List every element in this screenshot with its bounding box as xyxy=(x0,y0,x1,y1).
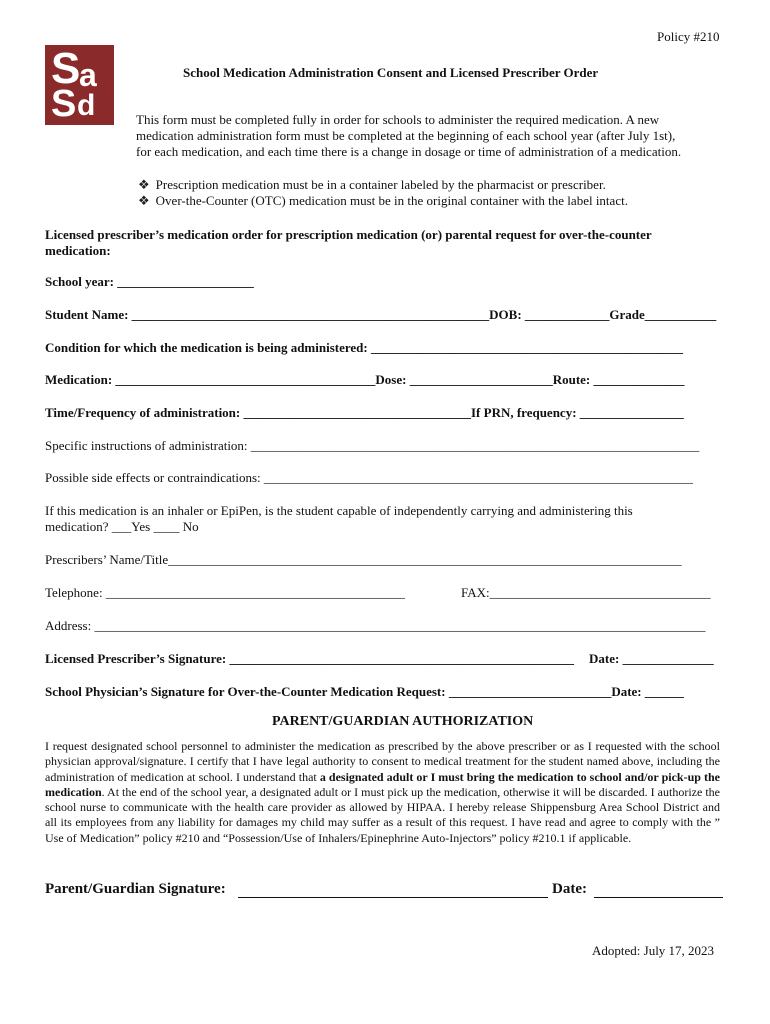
parent-signature-label: Parent/Guardian Signature: xyxy=(45,881,226,897)
intro-line: for each medication, and each time there is a change in dosage or time of administration of a medication. xyxy=(136,144,682,159)
condition-field[interactable]: Condition for which the medication is being administered: ________________________________________________ xyxy=(45,340,683,355)
prescriber-signature-field[interactable]: Licensed Prescriber’s Signature: _____________________________________________________ xyxy=(45,651,574,666)
form-title: School Medication Administration Consent and Licensed Prescriber Order xyxy=(183,65,599,80)
intro-line: This form must be completed fully in order for schools to administer the required medication. A new xyxy=(136,112,660,127)
district-logo: S a S d xyxy=(45,45,114,125)
intro-line: medication administration form must be completed at the beginning of each school year (after July 1st), xyxy=(136,128,676,143)
physician-signature-field[interactable]: School Physician’s Signature for Over-the-Counter Medication Request: _________________________Date: ______ xyxy=(45,684,684,699)
section-heading: Licensed prescriber’s medication order for prescription medication (or) parental request for over-the-counter xyxy=(45,227,652,242)
address-field[interactable]: Address: ______________________________________________________________________________________________ xyxy=(45,618,706,633)
medication-field[interactable]: Medication: ________________________________________Dose: ______________________Route: ______________ xyxy=(45,372,685,387)
side-effects-field[interactable]: Possible side effects or contraindications: __________________________________________________________________ xyxy=(45,470,693,485)
prescriber-name-field[interactable]: Prescribers’ Name/Title_______________________________________________________________________________ xyxy=(45,552,682,567)
prescriber-date-field[interactable]: Date: ______________ xyxy=(589,651,714,666)
bullet-diamond-icon: ❖ xyxy=(138,177,150,192)
school-year-field[interactable]: School year: _____________________ xyxy=(45,274,254,289)
parent-signature-line[interactable] xyxy=(238,897,548,898)
telephone-field[interactable]: Telephone: ______________________________________________ xyxy=(45,585,405,600)
inhaler-question: If this medication is an inhaler or EpiPen, is the student capable of independently carrying and administering this xyxy=(45,503,633,518)
policy-number: Policy #210 xyxy=(657,29,720,44)
specific-instructions-field[interactable]: Specific instructions of administration: _____________________________________________________________________ xyxy=(45,438,700,453)
fax-field[interactable]: FAX:__________________________________ xyxy=(461,585,711,600)
time-frequency-field[interactable]: Time/Frequency of administration: ___________________________________If PRN, frequency: ________________ xyxy=(45,405,684,420)
parent-date-line[interactable] xyxy=(594,897,723,898)
inhaler-answer-field[interactable]: medication? ___Yes ____ No xyxy=(45,519,199,534)
parent-date-label: Date: xyxy=(552,881,587,897)
bullet-diamond-icon: ❖ xyxy=(138,193,150,208)
student-name-field[interactable]: Student Name: _______________________________________________________DOB: _____________Grade___________ xyxy=(45,307,717,322)
authorization-paragraph: I request designated school personnel to administer the medication as prescribed by the above prescriber or as I requested with the school physician approval/signature. I certify that I have legal authority to consent to medical treatment for the student named above, including the administration of medication at school. I understand that a designated adult or I must bring the medication to school and/or pick-up the medication. At the end of the school year, a designated adult or I must pick up the medication, otherwise it will be discarded. I authorize the school nurse to communicate with the health care provider as allowed by HIPAA. I hereby release Shippensburg Area School District and all its employees from any liability for damages my child may suffer as a result of this request. I have read and agree to comply with the ” Use of Medication” policy #210 and “Possession/Use of Inhalers/Epinephrine Auto-Injectors” policy #210.1 if applicable. xyxy=(45,739,720,845)
authorization-bold-text: a designated adult or I must bring the medication to school and/or pick-up the medication xyxy=(45,769,720,799)
adopted-date: Adopted: July 17, 2023 xyxy=(592,943,715,958)
bullet-item: ❖ Prescription medication must be in a container labeled by the pharmacist or prescriber. xyxy=(138,177,606,192)
authorization-heading: PARENT/GUARDIAN AUTHORIZATION xyxy=(272,714,534,729)
bullet-item: ❖ Over-the-Counter (OTC) medication must be in the original container with the label intact. xyxy=(138,193,628,208)
section-heading: medication: xyxy=(45,243,111,258)
